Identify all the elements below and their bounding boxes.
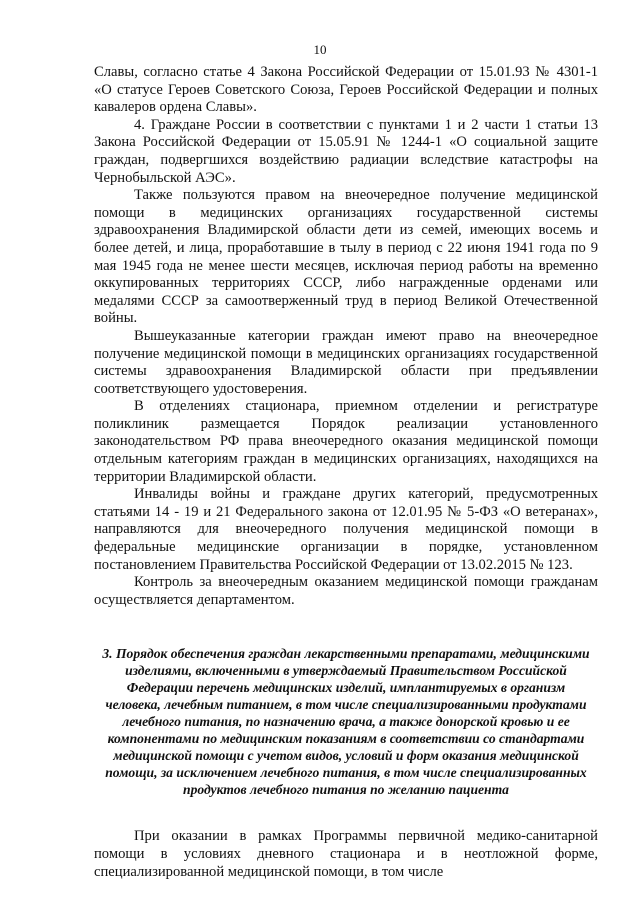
paragraph-war-invalids: Инвалиды войны и граждане других категорий, предусмотренных статьями 14 - 19 и 21 Федерального закона от 12.01.95 № 5-ФЗ «О ветеранах», направляются для внеочередного получения медицинской помощи в федеральные медицинские организации в порядке, установленном постановлением Правительства Российской Федерации от 13.02.2015 № 123.	[94, 486, 598, 573]
paragraph-continuation: Славы, согласно статье 4 Закона Российской Федерации от 15.01.93 № 4301-1 «О статусе Героев Советского Союза, Героев Российской Федерации и полных кавалеров ордена Славы».	[94, 64, 598, 116]
paragraph-additional-categories: Также пользуются правом на внеочередное получение медицинской помощи в медицинских организациях государственной системы здравоохранения Владимирской области дети из семей, имеющих восемь и более детей, и лица, проработавшие в тылу в период с 22 июня 1941 года по 9 мая 1945 года не менее шести месяцев, исключая период работы на временно оккупированных территориях СССР, либо награжденные орденами или медалями СССР за самоотверженный труд в период Великой Отечественной войны.	[94, 187, 598, 327]
paragraph-right-to-priority: Вышеуказанные категории граждан имеют право на внеочередное получение медицинской помощи в медицинских организациях государственной системы здравоохранения Владимирской области при предъявлении соответствующего удостоверения.	[94, 327, 598, 397]
page-number: 10	[313, 42, 327, 57]
paragraph-item-4: 4. Граждане России в соответствии с пунктами 1 и 2 части 1 статьи 13 Закона Российской Федерации от 15.05.91 № 1244-1 «О социальной защите граждан, подвергшихся воздействию радиации вследствие катастрофы на Чернобыльской АЭС».	[94, 116, 598, 186]
document-body	[94, 64, 598, 881]
paragraph-procedure-posting: В отделениях стационара, приемном отделении и регистратуре поликлиник размещается Порядок реализации установленного законодательством РФ права внеочередного оказания медицинской помощи отдельным категориям граждан в медицинских организациях, находящихся на территории Владимирской области.	[94, 398, 598, 485]
section-3-heading: 3. Порядок обеспечения граждан лекарственными препаратами, медицинскими изделиями, включенными в утверждаемый Правительством Российской Федерации перечень медицинских изделий, имплантируемых в организм человека, лечебным питанием, в том числе специализированными продуктами лечебного питания, по назначению врача, а также донорской кровью и ее компонентами по медицинским показаниям в соответствии со стандартами медицинской помощи с учетом видов, условий и форм оказания медицинской помощи, за исключением лечебного питания, в том числе специализированных продуктов лечебного питания по желанию пациента	[102, 646, 590, 798]
section-3-first-paragraph: При оказании в рамках Программы первичной медико-санитарной помощи в условиях дневного стационара и в неотложной форме, специализированной медицинской помощи, в том числе	[94, 828, 598, 880]
paragraph-control: Контроль за внеочередным оказанием медицинской помощи гражданам осуществляется департаментом.	[94, 574, 598, 608]
